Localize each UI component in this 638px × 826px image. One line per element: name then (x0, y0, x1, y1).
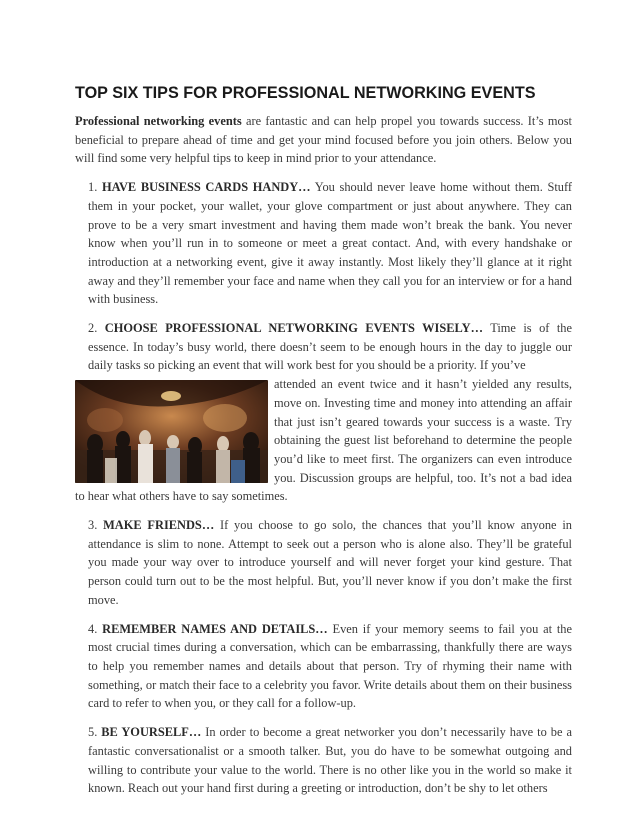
tip-3-heading: MAKE FRIENDS… (103, 518, 215, 533)
document-body (75, 112, 572, 808)
tip-3-paragraph (75, 516, 572, 610)
tip-2-text-after: attended an event twice and it hasn’t yielded any results, move on. Investing time and money into attending an affair that just isn’t geared towards your success is a waste. Try obtaining the guest list beforehand to determine the people you’d like to meet first. The organizers can even introduce you. Discussion groups are helpful, too. It’s not a bad idea to hear what others have to say sometimes. (75, 377, 572, 504)
tip-5-number: 5. (88, 725, 98, 740)
tip-2-text-before: Time is of the essence. In today’s busy world, there doesn’t seem to be enough hours in the day to juggle our daily tasks so picking an event that will work best for you should be a priority. If you’ve (88, 321, 572, 373)
networking-event-photo (75, 380, 268, 483)
tip-5-paragraph (75, 723, 572, 798)
intro-lead: Professional networking events (75, 114, 242, 128)
tip-1-paragraph (75, 178, 572, 309)
intro-text: are fantastic and can help propel you towards success. It’s most beneficial to prepare ahead of time and get your mind focused before you join others. Below you will find some very helpful tips to keep in mind prior to your attendance. (75, 114, 572, 166)
page-title: TOP SIX TIPS FOR PROFESSIONAL NETWORKING EVENTS (75, 84, 536, 102)
tip-2-heading: CHOOSE PROFESSIONAL NETWORKING EVENTS WISELY… (104, 321, 483, 336)
tip-1-number: 1. (88, 180, 98, 195)
tip-5-heading: BE YOURSELF… (101, 725, 202, 740)
tip-2-number: 2. (88, 321, 98, 336)
tip-1-heading: HAVE BUSINESS CARDS HANDY… (101, 180, 311, 195)
tip-4-heading: REMEMBER NAMES AND DETAILS… (102, 621, 328, 636)
tip-4-number: 4. (88, 621, 98, 636)
event-photo-image (75, 380, 268, 483)
tip-1-text: You should never leave home without them. Stuff them in your pocket, your wallet, your glove compartment or just about anywhere. They can prove to be a very smart investment and having them made won’t break the bank. You never know when you’ll run in to someone or meet a great contact. And, with every handshake or introduction at a networking event, give it away instantly. Most likely they’ll glance at it right away and they’ll remember your face and name when they call you for an interview or for a hand with business. (88, 180, 573, 307)
tip-2-paragraph (75, 319, 572, 375)
tip-2-continued (75, 375, 572, 506)
tip-4-text: Even if your memory seems to fail you at the most crucial times during a conversation, which can be embarrassing, thankfully there are ways to help you remember names and details about that person. Try of rhyming their name with something, or match their face to a celebrity you favor. Write details about them on their business card to refer to when you, or they call for a follow-up. (88, 621, 572, 711)
tip-3-text: If you choose to go solo, the chances that you’ll know anyone in attendance is slim to none. Attempt to seek out a person who is alone also. They’ll be grateful you made your way over to introduce yourself and will never forget your kind gesture. That person could turn out to be the most helpful. But, you’ll never know if you don’t make the first move. (88, 518, 572, 607)
intro-paragraph (75, 112, 572, 168)
tip-3-number: 3. (88, 518, 98, 533)
tip-4-paragraph (75, 620, 572, 714)
tip-5-text: In order to become a great networker you don’t necessarily have to be a fantastic conversationalist or a smooth talker. But, you do have to be somewhat outgoing and willing to contribute your value to the world. There is no other like you in the world so make it known. Reach out your hand first during a greeting or introduction, don’t be shy to let others (88, 725, 572, 796)
